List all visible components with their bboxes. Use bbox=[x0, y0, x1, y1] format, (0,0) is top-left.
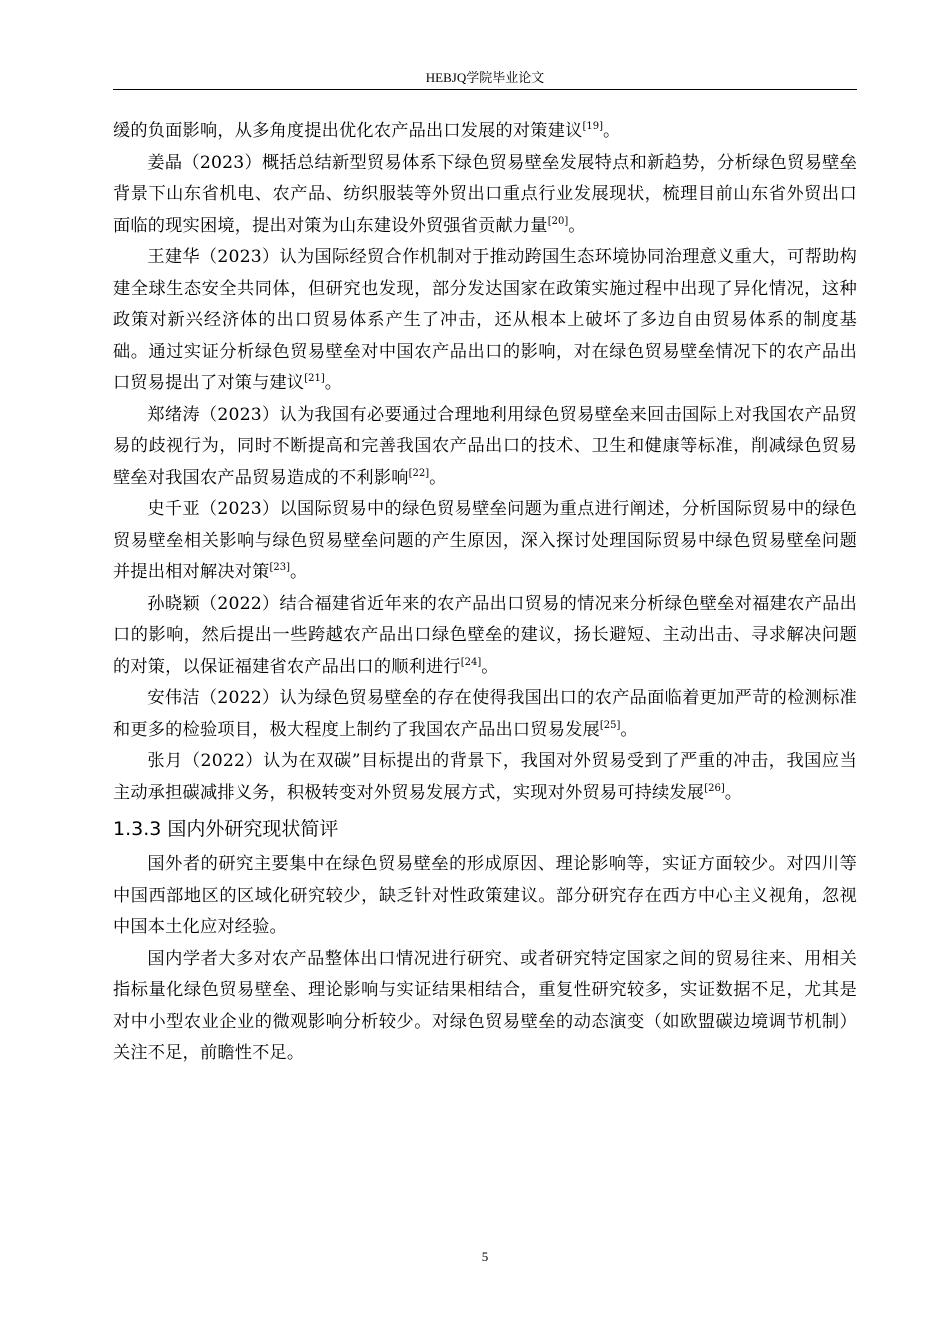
citation-ref: [24] bbox=[460, 656, 482, 668]
citation-ref: [20] bbox=[547, 215, 569, 227]
paragraph-continuation: 缓的负面影响，从多角度提出优化农产品出口发展的对策建议[19]。 bbox=[113, 121, 621, 141]
page-header: HEBJQ学院毕业论文 bbox=[425, 70, 545, 85]
citation-ref: [21] bbox=[304, 373, 325, 384]
citation-ref: [23] bbox=[269, 562, 291, 573]
paragraph-domestic-review: 国内学者大多对农产品整体出口情况进行研究、或者研究特定国家之间的贸易往来、用相关指标量化绿色贸易壁垒、理论影响与实证结果相结合，重复性研究较多，实证数据不足，尤其是对中小型农业企业的微观影响分析较少。对绿色贸易壁垒的动态演变（如欧盟碳边境调节机制）关注不足，前瞻性不足。 bbox=[113, 948, 857, 1063]
section-heading: 1.3.3 国内外研究现状简评 bbox=[113, 818, 339, 840]
paragraph-zhang-yue: 张月（2022）认为在双碳”目标提出的背景下，我国对外贸易受到了严重的冲击，我国应当主动承担碳减排义务，积极转变对外贸易发展方式，实现对外贸易可持续发展[26]。 bbox=[113, 751, 857, 803]
paragraph-shi-qianya: 史千亚（2023）以国际贸易中的绿色贸易壁垒问题为重点进行阐述，分析国际贸易中的绿色贸易壁垒相关影响与绿色贸易壁垒问题的产生原因，深入探讨处理国际贸易中绿色贸易壁垒问题并提出相对解决对策[23]。 bbox=[113, 499, 857, 582]
page-number: 5 bbox=[481, 1249, 489, 1264]
citation-ref: [25] bbox=[599, 719, 621, 731]
paragraph-sun-xiaoying: 孙晓颖（2022）结合福建省近年来的农产品出口贸易的情况来分析绿色壁垒对福建农产品出口的影响，然后提出一些跨越农产品出口绿色壁垒的建议，扬长避短、主动出击、寻求解决问题的对策，以保证福建省农产品出口的顺利进行[24]。 bbox=[113, 593, 857, 677]
citation-ref: [26] bbox=[704, 782, 725, 794]
paragraph-wang-jianhua: 王建华（2023）认为国际经贸合作机制对于推动跨国生态环境协同治理意义重大，可帮助构建全球生态安全共同体，但研究也发现，部分发达国家在政策实施过程中出现了异化情况，这种政策对新兴经济体的出口贸易体系产生了冲击，还从根本上破坏了多边自由贸易体系的制度基础。通过实证分析绿色贸易壁垒对中国农产品出口的影响，对在绿色贸易壁垒情况下的农产品出口贸易提出了对策与建议[21]。 bbox=[113, 247, 857, 393]
citation-ref: [22] bbox=[408, 467, 430, 479]
paragraph-zheng-xutao: 郑绪涛（2023）认为我国有必要通过合理地利用绿色贸易壁垒来回击国际上对我国农产品贸易的歧视行为，同时不断提高和完善我国农产品出口的技术、卫生和健康等标准，削减绿色贸易壁垒对我国农产品贸易造成的不利影响[22]。 bbox=[113, 404, 857, 488]
paragraph-foreign-review: 国外者的研究主要集中在绿色贸易壁垒的形成原因、理论影响等，实证方面较少。对四川等中国西部地区的区域化研究较少，缺乏针对性政策建议。部分研究存在西方中心主义视角，忽视中国本土化应对经验。 bbox=[113, 854, 857, 937]
citation-ref: [19] bbox=[582, 121, 603, 132]
header-rule bbox=[113, 89, 857, 90]
paragraph-jiang-jing: 姜晶（2023）概括总结新型贸易体系下绿色贸易壁垒发展特点和新趋势，分析绿色贸易壁垒背景下山东省机电、农产品、纺织服装等外贸出口重点行业发展现状，梳理目前山东省外贸出口面临的现实困境，提出对策为山东建设外贸强省贡献力量[20]。 bbox=[113, 152, 857, 236]
body-text bbox=[113, 116, 857, 1070]
paragraph-an-weijie: 安伟洁（2022）认为绿色贸易壁垒的存在使得我国出口的农产品面临着更加严苛的检测标准和更多的检验项目，极大程度上制约了我国农产品出口贸易发展[25]。 bbox=[113, 688, 857, 740]
